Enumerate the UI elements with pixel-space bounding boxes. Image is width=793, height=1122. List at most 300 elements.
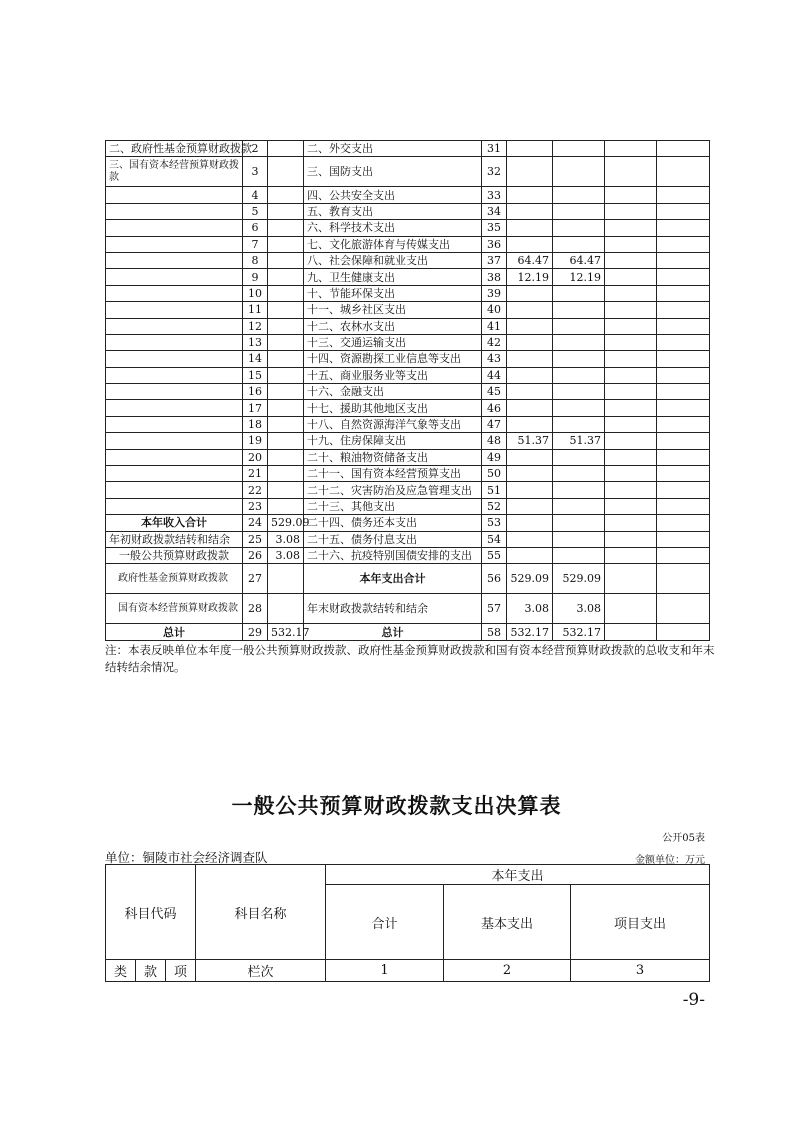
row-value-2 xyxy=(553,416,605,432)
row-value-3 xyxy=(605,416,657,432)
row-amount xyxy=(268,187,304,203)
sub-xiang: 项 xyxy=(166,960,196,982)
row-no-right: 33 xyxy=(482,187,507,203)
table-row xyxy=(106,482,710,498)
row-value-2 xyxy=(553,498,605,514)
row-value-4 xyxy=(657,498,710,514)
row-item: 十二、农林水支出 xyxy=(304,318,482,334)
row-value-2 xyxy=(553,203,605,219)
row-label xyxy=(106,252,243,268)
row-value-2 xyxy=(553,400,605,416)
row-no-right: 55 xyxy=(482,547,507,563)
table-row xyxy=(106,285,710,301)
row-value-3 xyxy=(605,594,657,624)
row-no-left: 7 xyxy=(243,236,268,252)
row-value-3 xyxy=(605,269,657,285)
table-row xyxy=(106,515,710,531)
table-row xyxy=(106,384,710,400)
row-label xyxy=(106,384,243,400)
row-no-right: 35 xyxy=(482,220,507,236)
row-amount xyxy=(268,384,304,400)
header-code: 科目代码 xyxy=(106,865,196,960)
header-name: 科目名称 xyxy=(196,865,326,960)
row-no-right: 37 xyxy=(482,252,507,268)
row-value-1 xyxy=(507,515,553,531)
row-label xyxy=(106,285,243,301)
row-value-3 xyxy=(605,302,657,318)
row-value-1 xyxy=(507,466,553,482)
row-no-left: 14 xyxy=(243,351,268,367)
row-value-1 xyxy=(507,531,553,547)
row-value-4 xyxy=(657,624,710,640)
row-no-left: 18 xyxy=(243,416,268,432)
row-no-left: 29 xyxy=(243,624,268,640)
table-row xyxy=(106,624,710,640)
table-row xyxy=(106,236,710,252)
row-no-right: 47 xyxy=(482,416,507,432)
row-item: 十六、金融支出 xyxy=(304,384,482,400)
row-value-1 xyxy=(507,334,553,350)
row-no-right: 42 xyxy=(482,334,507,350)
row-value-4 xyxy=(657,564,710,594)
row-value-4 xyxy=(657,285,710,301)
table-row xyxy=(106,531,710,547)
row-amount: 3.08 xyxy=(268,547,304,563)
form-code: 公开05表 xyxy=(662,833,705,844)
row-value-4 xyxy=(657,594,710,624)
row-value-1 xyxy=(507,318,553,334)
row-value-3 xyxy=(605,334,657,350)
table-row xyxy=(106,416,710,432)
sub-3: 3 xyxy=(571,960,710,982)
row-no-right: 38 xyxy=(482,269,507,285)
row-value-3 xyxy=(605,466,657,482)
row-value-4 xyxy=(657,351,710,367)
row-value-2 xyxy=(553,302,605,318)
row-value-1: 529.09 xyxy=(507,564,553,594)
row-value-2: 3.08 xyxy=(553,594,605,624)
row-value-4 xyxy=(657,433,710,449)
table-row xyxy=(106,269,710,285)
row-value-1: 12.19 xyxy=(507,269,553,285)
table-row xyxy=(106,141,710,157)
row-value-2 xyxy=(553,547,605,563)
row-amount xyxy=(268,318,304,334)
row-amount xyxy=(268,433,304,449)
row-amount: 3.08 xyxy=(268,531,304,547)
row-no-left: 4 xyxy=(243,187,268,203)
row-value-2 xyxy=(553,318,605,334)
row-no-right: 51 xyxy=(482,482,507,498)
row-value-3 xyxy=(605,187,657,203)
sub-kuan: 款 xyxy=(136,960,166,982)
sub-lei: 类 xyxy=(106,960,136,982)
row-no-left: 24 xyxy=(243,515,268,531)
row-amount xyxy=(268,416,304,432)
row-item: 总计 xyxy=(304,624,482,640)
col-project: 项目支出 xyxy=(571,885,710,960)
row-label xyxy=(106,498,243,514)
row-value-1 xyxy=(507,400,553,416)
row-no-right: 58 xyxy=(482,624,507,640)
row-value-1 xyxy=(507,236,553,252)
row-label xyxy=(106,203,243,219)
row-no-left: 11 xyxy=(243,302,268,318)
row-value-3 xyxy=(605,141,657,157)
row-no-left: 21 xyxy=(243,466,268,482)
row-no-left: 12 xyxy=(243,318,268,334)
row-value-3 xyxy=(605,351,657,367)
row-label xyxy=(106,318,243,334)
table-row xyxy=(106,564,710,594)
row-value-4 xyxy=(657,187,710,203)
row-value-3 xyxy=(605,220,657,236)
row-label xyxy=(106,334,243,350)
row-value-3 xyxy=(605,564,657,594)
row-amount xyxy=(268,141,304,157)
row-no-left: 28 xyxy=(243,594,268,624)
row-value-3 xyxy=(605,285,657,301)
col-total: 合计 xyxy=(326,885,444,960)
row-value-2: 51.37 xyxy=(553,433,605,449)
row-value-2 xyxy=(553,449,605,465)
row-no-left: 26 xyxy=(243,547,268,563)
row-value-4 xyxy=(657,236,710,252)
row-item: 六、科学技术支出 xyxy=(304,220,482,236)
row-value-1 xyxy=(507,416,553,432)
row-label: 国有资本经营预算财政拨款 xyxy=(106,594,243,624)
row-label xyxy=(106,400,243,416)
row-item: 十七、援助其他地区支出 xyxy=(304,400,482,416)
row-amount xyxy=(268,351,304,367)
table-row xyxy=(106,594,710,624)
sub-lanci: 栏次 xyxy=(196,960,326,982)
row-value-2 xyxy=(553,141,605,157)
row-no-right: 46 xyxy=(482,400,507,416)
row-no-left: 2 xyxy=(243,141,268,157)
table-row xyxy=(106,302,710,318)
row-value-1 xyxy=(507,449,553,465)
row-value-4 xyxy=(657,334,710,350)
row-value-2 xyxy=(553,236,605,252)
row-no-left: 6 xyxy=(243,220,268,236)
table-row xyxy=(106,433,710,449)
table-row xyxy=(106,220,710,236)
row-value-1 xyxy=(507,351,553,367)
row-item: 十九、住房保障支出 xyxy=(304,433,482,449)
row-value-3 xyxy=(605,203,657,219)
row-value-4 xyxy=(657,157,710,187)
row-label: 政府性基金预算财政拨款 xyxy=(106,564,243,594)
expenditure-table xyxy=(105,864,710,982)
row-item: 五、教育支出 xyxy=(304,203,482,219)
row-item: 二十二、灾害防治及应急管理支出 xyxy=(304,482,482,498)
row-item: 二十六、抗疫特别国债安排的支出 xyxy=(304,547,482,563)
row-value-2 xyxy=(553,466,605,482)
row-value-2 xyxy=(553,334,605,350)
row-label xyxy=(106,236,243,252)
row-value-1 xyxy=(507,384,553,400)
row-label: 年初财政拨款结转和结余 xyxy=(106,531,243,547)
row-value-1 xyxy=(507,220,553,236)
row-no-right: 54 xyxy=(482,531,507,547)
table-row xyxy=(106,400,710,416)
page-title: 一般公共预算财政拨款支出决算表 xyxy=(231,794,562,818)
row-no-right: 43 xyxy=(482,351,507,367)
table-row xyxy=(106,466,710,482)
row-no-right: 39 xyxy=(482,285,507,301)
row-value-3 xyxy=(605,531,657,547)
row-value-4 xyxy=(657,400,710,416)
row-value-1: 51.37 xyxy=(507,433,553,449)
row-no-right: 32 xyxy=(482,157,507,187)
row-label: 一般公共预算财政拨款 xyxy=(106,547,243,563)
sub-2: 2 xyxy=(444,960,571,982)
row-item: 年末财政拨款结转和结余 xyxy=(304,594,482,624)
row-no-right: 53 xyxy=(482,515,507,531)
row-no-right: 34 xyxy=(482,203,507,219)
table-row xyxy=(106,449,710,465)
row-no-right: 44 xyxy=(482,367,507,383)
row-value-2 xyxy=(553,515,605,531)
row-item: 十、节能环保支出 xyxy=(304,285,482,301)
row-no-left: 3 xyxy=(243,157,268,187)
row-value-2: 532.17 xyxy=(553,624,605,640)
col-basic: 基本支出 xyxy=(444,885,571,960)
row-no-left: 13 xyxy=(243,334,268,350)
row-no-left: 25 xyxy=(243,531,268,547)
row-value-2: 529.09 xyxy=(553,564,605,594)
row-value-4 xyxy=(657,547,710,563)
table-row xyxy=(106,367,710,383)
row-item: 十一、城乡社区支出 xyxy=(304,302,482,318)
row-value-4 xyxy=(657,367,710,383)
row-value-4 xyxy=(657,482,710,498)
row-amount xyxy=(268,334,304,350)
row-no-right: 49 xyxy=(482,449,507,465)
row-amount xyxy=(268,400,304,416)
row-no-right: 52 xyxy=(482,498,507,514)
row-value-1 xyxy=(507,482,553,498)
row-value-2 xyxy=(553,187,605,203)
row-amount xyxy=(268,236,304,252)
row-value-1 xyxy=(507,547,553,563)
row-amount xyxy=(268,367,304,383)
row-value-4 xyxy=(657,302,710,318)
row-amount xyxy=(268,302,304,318)
row-item: 二、外交支出 xyxy=(304,141,482,157)
row-value-4 xyxy=(657,141,710,157)
table-row xyxy=(106,351,710,367)
row-value-4 xyxy=(657,531,710,547)
row-no-right: 36 xyxy=(482,236,507,252)
row-no-right: 50 xyxy=(482,466,507,482)
row-label: 二、政府性基金预算财政拨款 xyxy=(106,141,243,157)
header-group: 本年支出 xyxy=(326,865,710,885)
row-amount xyxy=(268,498,304,514)
row-label xyxy=(106,433,243,449)
row-item: 七、文化旅游体育与传媒支出 xyxy=(304,236,482,252)
row-label: 本年收入合计 xyxy=(106,515,243,531)
row-value-2: 12.19 xyxy=(553,269,605,285)
row-no-left: 8 xyxy=(243,252,268,268)
row-value-1: 64.47 xyxy=(507,252,553,268)
table-row xyxy=(106,318,710,334)
row-no-right: 31 xyxy=(482,141,507,157)
row-value-2 xyxy=(553,351,605,367)
row-item: 八、社会保障和就业支出 xyxy=(304,252,482,268)
row-value-1 xyxy=(507,203,553,219)
row-item: 四、公共安全支出 xyxy=(304,187,482,203)
row-value-2 xyxy=(553,220,605,236)
row-value-4 xyxy=(657,252,710,268)
row-no-left: 10 xyxy=(243,285,268,301)
row-label: 三、国有资本经营预算财政拨款 xyxy=(106,157,243,187)
row-no-left: 9 xyxy=(243,269,268,285)
row-no-left: 19 xyxy=(243,433,268,449)
row-value-3 xyxy=(605,157,657,187)
row-label xyxy=(106,449,243,465)
row-label xyxy=(106,220,243,236)
row-item: 十三、交通运输支出 xyxy=(304,334,482,350)
table-row xyxy=(106,187,710,203)
table-row xyxy=(106,252,710,268)
row-amount xyxy=(268,564,304,594)
row-item: 二十四、债务还本支出 xyxy=(304,515,482,531)
row-no-right: 56 xyxy=(482,564,507,594)
row-value-1 xyxy=(507,367,553,383)
row-label: 总计 xyxy=(106,624,243,640)
row-label xyxy=(106,187,243,203)
row-value-2 xyxy=(553,531,605,547)
row-no-left: 17 xyxy=(243,400,268,416)
row-label xyxy=(106,466,243,482)
row-amount xyxy=(268,157,304,187)
row-no-left: 27 xyxy=(243,564,268,594)
row-value-1 xyxy=(507,187,553,203)
row-no-left: 23 xyxy=(243,498,268,514)
row-amount xyxy=(268,252,304,268)
row-amount xyxy=(268,449,304,465)
row-value-4 xyxy=(657,466,710,482)
row-value-3 xyxy=(605,318,657,334)
row-value-4 xyxy=(657,449,710,465)
row-value-3 xyxy=(605,400,657,416)
row-value-4 xyxy=(657,515,710,531)
row-no-right: 48 xyxy=(482,433,507,449)
row-value-3 xyxy=(605,547,657,563)
row-label xyxy=(106,482,243,498)
row-value-2: 64.47 xyxy=(553,252,605,268)
row-amount xyxy=(268,594,304,624)
row-item: 十四、资源勘探工业信息等支出 xyxy=(304,351,482,367)
row-no-right: 40 xyxy=(482,302,507,318)
row-value-4 xyxy=(657,203,710,219)
row-item: 三、国防支出 xyxy=(304,157,482,187)
row-no-right: 41 xyxy=(482,318,507,334)
row-value-4 xyxy=(657,220,710,236)
row-item: 二十、粮油物资储备支出 xyxy=(304,449,482,465)
table-row xyxy=(106,547,710,563)
row-value-1 xyxy=(507,141,553,157)
row-value-2 xyxy=(553,384,605,400)
row-value-1 xyxy=(507,498,553,514)
row-amount xyxy=(268,203,304,219)
table-row xyxy=(106,334,710,350)
row-item: 二十一、国有资本经营预算支出 xyxy=(304,466,482,482)
row-item: 二十五、债务付息支出 xyxy=(304,531,482,547)
row-no-right: 57 xyxy=(482,594,507,624)
row-no-left: 20 xyxy=(243,449,268,465)
row-amount xyxy=(268,482,304,498)
row-amount: 529.09 xyxy=(268,515,304,531)
money-unit-label: 金额单位：万元 xyxy=(635,855,705,866)
row-value-1 xyxy=(507,302,553,318)
row-value-3 xyxy=(605,252,657,268)
row-value-1 xyxy=(507,285,553,301)
row-item: 本年支出合计 xyxy=(304,564,482,594)
row-label xyxy=(106,351,243,367)
row-item: 十八、自然资源海洋气象等支出 xyxy=(304,416,482,432)
row-label xyxy=(106,269,243,285)
row-amount: 532.17 xyxy=(268,624,304,640)
income-expense-table xyxy=(105,140,710,641)
row-label xyxy=(106,367,243,383)
row-value-2 xyxy=(553,285,605,301)
row-value-3 xyxy=(605,367,657,383)
table-row xyxy=(106,157,710,187)
row-value-2 xyxy=(553,157,605,187)
row-label xyxy=(106,416,243,432)
row-label xyxy=(106,302,243,318)
row-value-4 xyxy=(657,269,710,285)
table-note: 注：本表反映单位本年度一般公共预算财政拨款、政府性基金预算财政拨款和国有资本经营预算财政拨款的总收支和年末结转结余情况。 xyxy=(105,643,715,674)
row-value-2 xyxy=(553,482,605,498)
row-amount xyxy=(268,466,304,482)
page-number: -9- xyxy=(682,990,705,1010)
row-value-4 xyxy=(657,416,710,432)
row-no-left: 22 xyxy=(243,482,268,498)
table-row xyxy=(106,498,710,514)
row-amount xyxy=(268,285,304,301)
row-value-4 xyxy=(657,384,710,400)
row-value-3 xyxy=(605,433,657,449)
row-value-4 xyxy=(657,318,710,334)
row-value-1 xyxy=(507,157,553,187)
row-value-3 xyxy=(605,624,657,640)
row-no-left: 15 xyxy=(243,367,268,383)
row-value-3 xyxy=(605,384,657,400)
row-amount xyxy=(268,220,304,236)
table-row xyxy=(106,203,710,219)
row-value-3 xyxy=(605,515,657,531)
row-value-3 xyxy=(605,482,657,498)
row-item: 九、卫生健康支出 xyxy=(304,269,482,285)
unit-label: 单位：铜陵市社会经济调查队 xyxy=(105,850,268,865)
row-value-1: 3.08 xyxy=(507,594,553,624)
row-item: 二十三、其他支出 xyxy=(304,498,482,514)
row-value-3 xyxy=(605,498,657,514)
sub-1: 1 xyxy=(326,960,444,982)
row-amount xyxy=(268,269,304,285)
row-value-3 xyxy=(605,449,657,465)
row-no-left: 5 xyxy=(243,203,268,219)
row-value-2 xyxy=(553,367,605,383)
row-value-3 xyxy=(605,236,657,252)
row-value-1: 532.17 xyxy=(507,624,553,640)
row-item: 十五、商业服务业等支出 xyxy=(304,367,482,383)
row-no-right: 45 xyxy=(482,384,507,400)
